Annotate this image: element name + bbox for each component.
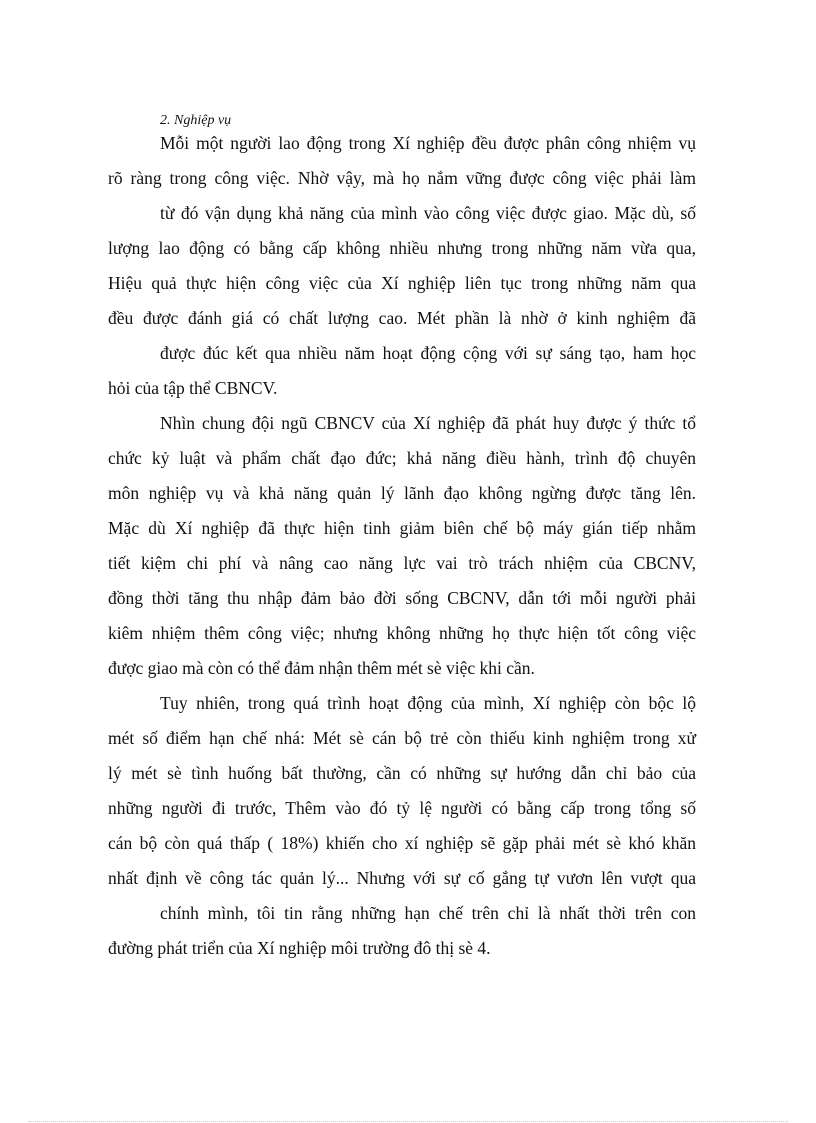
text-line: Tuy nhiên, trong quá trình hoạt động của mình, Xí nghiệp còn bộc lộ <box>160 693 696 713</box>
text-line: hỏi của tập thể CBNCV. <box>108 378 278 398</box>
text-line: kiêm nhiệm thêm công việc; nhưng không những họ thực hiện tốt công việc <box>108 623 696 643</box>
text-line: được giao mà còn có thể đảm nhận thêm mét sè việc khi cần. <box>108 658 535 678</box>
text-line: nhất định về công tác quản lý... Nhưng với sự cố gắng tự vươn lên vượt qua <box>108 868 696 888</box>
text-line: Hiệu quả thực hiện công việc của Xí nghiệp liên tục trong những năm qua <box>108 273 696 293</box>
text-line: rõ ràng trong công việc. Nhờ vậy, mà họ nắm vững được công việc phải làm <box>108 168 696 188</box>
text-line: chức kỷ luật và phẩm chất đạo đức; khả năng điều hành, trình độ chuyên <box>108 448 696 468</box>
text-line: được đúc kết qua nhiều năm hoạt động cộng với sự sáng tạo, ham học <box>160 343 696 363</box>
text-line: từ đó vận dụng khả năng của mình vào công việc được giao. Mặc dù, số <box>160 203 696 223</box>
text-line: đường phát triển của Xí nghiệp môi trường đô thị sè 4. <box>108 938 491 958</box>
text-line: cán bộ còn quá thấp ( 18%) khiến cho xí nghiệp sẽ gặp phải mét sè khó khăn <box>108 833 696 853</box>
text-line: Mỗi một người lao động trong Xí nghiệp đều được phân công nhiệm vụ <box>160 133 696 153</box>
text-line: lý mét sè tình huống bất thường, cần có những sự hướng dẫn chỉ bảo của <box>108 763 696 783</box>
page-bottom-rule <box>28 1121 788 1122</box>
text-line: lượng lao động có bằng cấp không nhiều nhưng trong những năm vừa qua, <box>108 238 696 258</box>
section-heading: 2. Nghiệp vụ <box>160 113 232 128</box>
text-line: đồng thời tăng thu nhập đảm bảo đời sống CBCNV, dẫn tới mỗi người phải <box>108 588 696 608</box>
text-line: tiết kiệm chi phí và nâng cao năng lực vai trò trách nhiệm của CBCNV, <box>108 553 696 573</box>
text-line: mét số điểm hạn chế nhá: Mét sè cán bộ trẻ còn thiếu kinh nghiệm trong xử <box>108 728 696 748</box>
text-line: Nhìn chung đội ngũ CBNCV của Xí nghiệp đã phát huy được ý thức tổ <box>160 413 696 433</box>
text-line: chính mình, tôi tin rằng những hạn chế trên chỉ là nhất thời trên con <box>160 903 696 923</box>
text-line: môn nghiệp vụ và khả năng quản lý lãnh đạo không ngừng được tăng lên. <box>108 483 696 503</box>
text-line: đều được đánh giá có chất lượng cao. Mét phần là nhờ ở kinh nghiệm đã <box>108 308 696 328</box>
text-line: những người đi trước, Thêm vào đó tỷ lệ người có bằng cấp trong tổng số <box>108 798 696 818</box>
text-line: Mặc dù Xí nghiệp đã thực hiện tinh giảm biên chế bộ máy gián tiếp nhằm <box>108 518 696 538</box>
